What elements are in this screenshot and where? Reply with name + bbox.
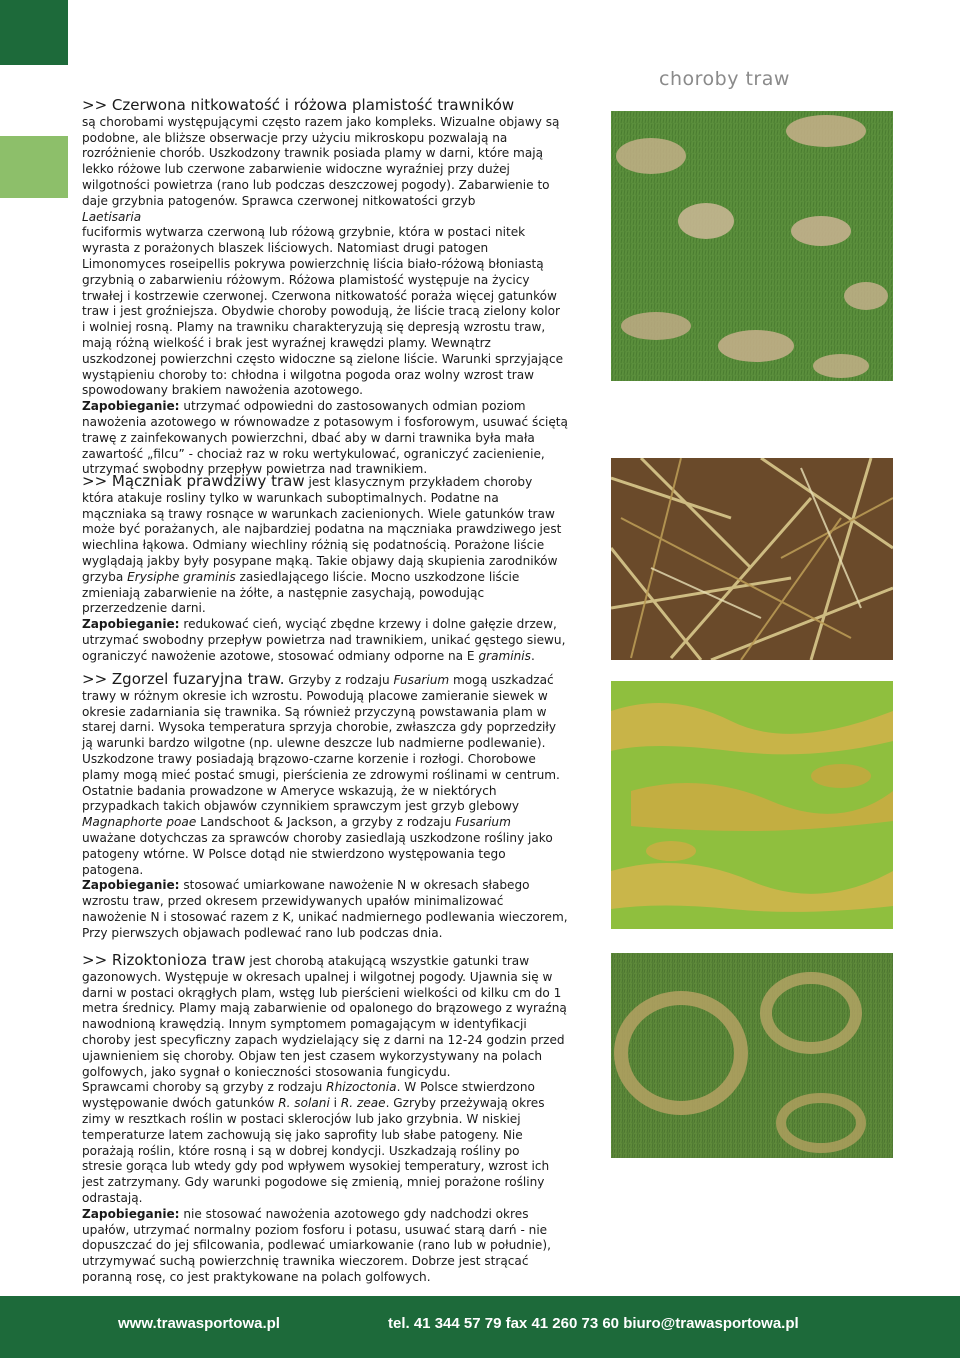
- section-rizoktonioza: [82, 953, 602, 1286]
- text-line: stosować umiarkowane nawożenie N w okresach słabego: [179, 878, 530, 893]
- section-zgorzel-fuzaryjna: [82, 672, 602, 942]
- corner-square-light: [0, 136, 68, 198]
- text-line: choroby jest specyficzny zapach wydzielający się z darni na 12-24 godzin przed: [82, 1032, 565, 1047]
- text-line: okresie zadarniania się trawnika. Są również przyczyną powstawania plam w: [82, 704, 547, 719]
- text-line: występowanie dwóch gatunków: [82, 1096, 279, 1111]
- text-line: i wolniej rosną. Plamy na trawniku charakteryzują się depresją wzrostu traw,: [82, 320, 546, 335]
- text-line: starej darni. Wysoka temperatura sprzyja chorobie, zwłaszcza gdy poprzedziły: [82, 720, 556, 735]
- footer-contact-info: tel. 41 344 57 79 fax 41 260 73 60 biuro@trawasportowa.pl: [388, 1315, 799, 1332]
- section-heading-prefix: >>: [82, 96, 112, 114]
- photo-red-thread-lawn: [611, 111, 893, 381]
- text-line: ujawnieniem się choroby. Objaw ten jest czasem wykorzystywany na polach: [82, 1048, 543, 1063]
- section-maczniak: [82, 474, 602, 665]
- text-line: wystąpieniu choroby to: chłodna i wilgotna pogoda oraz wolny wzrost traw: [82, 367, 534, 382]
- text-line: stresie gorąca lub wtedy gdy pod wpływem wysokiej temperatury, wzrost ich: [82, 1159, 550, 1174]
- text-line: nawodnioną krawędzią. Innym symptomem pomagającym w identyfikacji: [82, 1017, 527, 1032]
- text-line: golfowych, jako sygnał o konieczności stosowania fungicydu.: [82, 1064, 451, 1079]
- text-line: uważane dotychczas za sprawców choroby zasiedlają uszkodzone rośliny jako: [82, 830, 553, 845]
- text-line: zasiedlającego liście. Mocno uszkodzone liście: [235, 569, 520, 584]
- text-line: trwałej i kostrzewie czerwonej. Czerwona nitkowatość poraża więcej gatunków: [82, 288, 557, 303]
- text-line: zimy w resztkach roślin w postaci sklerocjów lub jako grzybnia. W niskiej: [82, 1111, 521, 1126]
- footer-website-link[interactable]: www.trawasportowa.pl: [118, 1315, 280, 1332]
- text-line: która atakuje rosliny tylko w warunkach suboptimalnych. Podatne na: [82, 490, 499, 505]
- text-line: odrastają.: [82, 1190, 143, 1205]
- photo-fusarium-patch: [611, 681, 893, 929]
- text-line: redukować cień, wyciąć zbędne krzewy i dolne gałęzie drzew,: [179, 617, 557, 632]
- corner-square-dark: [0, 0, 68, 65]
- text-line: Landschoot & Jackson, a grzyby z rodzaju: [196, 815, 456, 830]
- text-line: wiechlina łąkowa. Odmiany wiechliny różnią się podatnością. Porażone liście: [82, 538, 545, 553]
- text-line: może być porażanych, ale najbardziej podatna na mączniaka prawdziwego jest: [82, 522, 562, 537]
- text-line: metra średnicy. Plamy mają zabarwienie od opalonego do brązowego z wyraźną: [82, 1001, 567, 1016]
- text-line: Sprawcami choroby są grzyby z rodzaju: [82, 1080, 327, 1095]
- text-line: Przy pierwszych objawach podlewać rano lub podczas dnia.: [82, 925, 443, 940]
- text-line: ograniczyć nawożenie azotowe, stosować odmiany odporne na E: [82, 648, 475, 663]
- text-line: jest chorobą atakującą wszystkie gatunki traw: [245, 954, 530, 968]
- text-line: mają różną wielkość i brak jest wyraźnej krawędzi plamy. Wewnątrz: [82, 335, 491, 350]
- text-line: dopuszczać do jej sfilcowania, podlewać umiarkowanie (rano lub w południe),: [82, 1238, 551, 1253]
- text-line: zmieniają zabarwienie na żółte, a następnie zasychają, powodując: [82, 585, 485, 600]
- text-line: patogeny wtórne. W Polsce dotąd nie stwierdzono występowania tego: [82, 846, 506, 861]
- text-line: fuciformis wytwarza czerwoną lub różową grzybnie, która w postaci nitek: [82, 225, 526, 240]
- text-line: mączniaka są trawy rosnące w warunkach zacienionych. Wiele gatunków traw: [82, 506, 555, 521]
- text-line: utrzymać swobodny przepływ powietrza nad trawnikiem, unikać gęstego siewu,: [82, 632, 566, 647]
- section-heading: Czerwona nitkowatość i różowa plamistość trawników: [111, 96, 515, 114]
- text-line: nawożenie N i stosować razem z K, unikać nadmiernego podlewania wieczorem,: [82, 909, 568, 924]
- text-line: jest klasycznym przykładem choroby: [304, 475, 533, 489]
- page-category-title: choroby traw: [659, 68, 790, 90]
- text-line: darni w postaci okrągłych plam, wstęg lub pierścieni wielkości od kilku cm do 1: [82, 985, 562, 1000]
- text-line: uszkodzonej powierzchni często widoczne są zielone liście. Warunki sprzyjające: [82, 351, 564, 366]
- text-line: lekko różowe lub czerwone zabarwienie widoczne wyraźniej przy dużej: [82, 162, 510, 177]
- text-line: traw i jest groźniejsza. Obydwie choroby powodują, że liście tracą zielony kolor: [82, 304, 560, 319]
- text-line: i: [329, 1096, 341, 1111]
- text-line: wzrostu traw, przed okresem przewidywanych upałów minimalizować: [82, 894, 504, 909]
- prevention-label: Zapobieganie:: [82, 1206, 180, 1221]
- text-line: gazonowych. Występuje w okresach upalnej i wilgotnej pogody. Ujawnia się w: [82, 969, 553, 984]
- text-line: Grzyby z rodzaju: [284, 673, 394, 687]
- species-name: Magnaphorte poae: [82, 815, 197, 830]
- text-line: porażają roślin, które rosną i są w dobrej kondycji. Uszkadzają rośliny po: [82, 1143, 520, 1158]
- text-line: grzybnią o zabarwieniu różowym. Różowa plamistość występuje na życicy: [82, 272, 530, 287]
- species-name: Erysiphe graminis: [127, 569, 236, 584]
- text-line: plamy mogą mieć postać smugi, pierścienia ze zdrowymi roślinami w centrum.: [82, 767, 560, 782]
- text-line: Ostatnie badania prowadzone w Ameryce wskazują, że w niektórych: [82, 783, 497, 798]
- text-line: wyglądają jakby były posypane mąką. Takie objawy dają skupienia zarodników: [82, 553, 558, 568]
- text-line: utrzymać swobodny przepływ powietrza nad trawnikiem.: [82, 462, 428, 477]
- species-name: Fusarium: [393, 673, 450, 687]
- species-name: Rhizoctonia: [326, 1080, 397, 1095]
- section-heading: Zgorzel fuzaryjna traw.: [111, 670, 285, 688]
- species-name: graminis: [478, 648, 531, 663]
- text-line: nawożenia azotowego w równowadze z potasowym i fosforowym, usuwać ściętą: [82, 414, 568, 429]
- species-name: Fusarium: [455, 815, 511, 830]
- section-heading-prefix: >>: [82, 472, 112, 490]
- photo-powdery-mildew: [611, 458, 893, 660]
- photo-rhizoctonia-patch: [611, 953, 893, 1158]
- species-name: R. zeae: [340, 1096, 386, 1111]
- species-name: Laetisaria: [82, 209, 142, 224]
- text-line: nie stosować nawożenia azotowego gdy nadchodzi okres: [179, 1206, 529, 1221]
- prevention-label: Zapobieganie:: [82, 399, 180, 414]
- text-line: Uszkodzone trawy posiadają brązowo-czarne korzenie i rozłogi. Chorobowe: [82, 751, 536, 766]
- text-line: przerzedzenie darni.: [82, 601, 206, 616]
- text-line: [82, 210, 602, 226]
- section-heading-prefix: >>: [82, 670, 112, 688]
- section-czerwona-nitkowatosc: [82, 98, 602, 478]
- text-line: . Gzryby przeżywają okres: [385, 1096, 545, 1111]
- text-line: .: [530, 648, 535, 663]
- text-line: utrzymać odpowiedni do zastosowanych odmian poziom: [179, 399, 526, 414]
- text-line: wilgotności powietrza (rano lub podczas deszczowej pogody). Zabarwienie to: [82, 177, 550, 192]
- text-line: . W Polsce stwierdzono: [396, 1080, 535, 1095]
- text-line: rozróżnienie chorób. Uszkodzony trawnik posiada plamy w darni, które mają: [82, 146, 544, 161]
- text-line: upałów, utrzymać normalny poziom fosforu i potasu, usuwać starą darń - nie: [82, 1222, 548, 1237]
- text-line: trawę z zainfekowanych powierzchni, dbać aby w darni trawnika była mała: [82, 430, 535, 445]
- species-name: R. solani: [278, 1096, 330, 1111]
- text-line: wyrasta z porażonych blaszek liściowych. Natomiast drugi patogen: [82, 241, 489, 256]
- section-heading-prefix: >>: [82, 951, 112, 969]
- text-line: poranną rosę, co jest praktykowane na polach golfowych.: [82, 1269, 431, 1284]
- section-heading: Rizoktonioza traw: [111, 951, 246, 969]
- prevention-label: Zapobieganie:: [82, 878, 180, 893]
- prevention-label: Zapobieganie:: [82, 617, 180, 632]
- text-line: temperaturze latem zachowują się jako saprofity lub słabe patogeny. Nie: [82, 1127, 523, 1142]
- text-line: są chorobami występującymi często razem jako kompleks. Wizualne objawy są: [82, 114, 560, 129]
- text-line: spowodowany brakiem nawożenia azotowego.: [82, 383, 363, 398]
- text-line: jest zatrzymany. Gdy warunki pogodowe się zmienią, mniej porażone rośliny: [82, 1175, 545, 1190]
- text-line: podobne, ale bliższe obserwacje przy użyciu mikroskopu pozwalają na: [82, 130, 508, 145]
- section-heading: Mączniak prawdziwy traw: [111, 472, 305, 490]
- text-line: utrzymywać suchą powierzchnię trawnika wieczorem. Dobrze jest strącać: [82, 1254, 529, 1269]
- text-line: trawy w różnym okresie ich wzrostu. Powodują placowe zamieranie siewek w: [82, 688, 548, 703]
- text-line: daje grzybnia patogenów. Sprawca czerwonej nitkowatości grzyb: [82, 193, 476, 208]
- text-line: zawartość „filcu” - chociaż raz w roku wertykulować, ograniczyć zacienienie,: [82, 446, 545, 461]
- text-line: mogą uszkadzać: [449, 673, 554, 687]
- footer-bar: [0, 1296, 960, 1358]
- text-line: Limonomyces roseipellis pokrywa powierzchnię liścia biało-różową błoniastą: [82, 256, 544, 271]
- text-line: przypadkach takich objawów czynnikiem sprawczym jest grzyb glebowy: [82, 799, 520, 814]
- text-line: patogena.: [82, 862, 144, 877]
- text-line: ją warunki bardzo wilgotne (np. ulewne deszcze lub nadmierne podlewanie).: [82, 736, 546, 751]
- text-line: grzyba: [82, 569, 128, 584]
